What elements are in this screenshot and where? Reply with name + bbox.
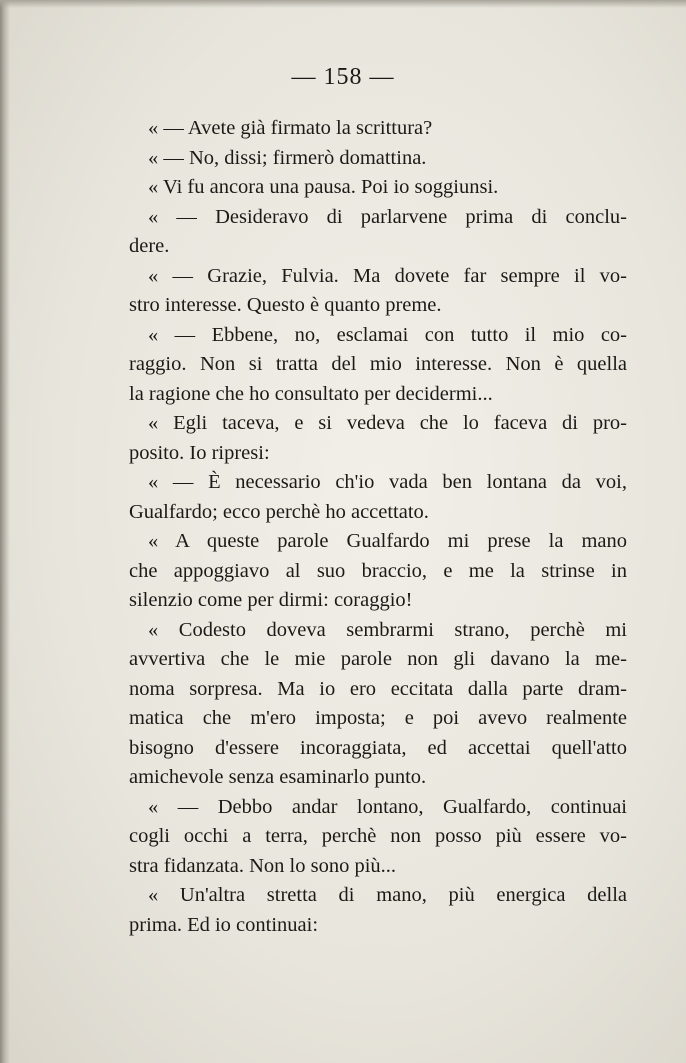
text-line: « Codesto doveva sembrarmi strano, perchè mi [148,618,627,641]
text-line: bisogno d'essere incoraggiata, ed accettai quell'atto [129,736,627,759]
text-line: avvertiva che le mie parole non gli davano la me- [129,648,627,670]
text-line: che appoggiavo al suo braccio, e me la strinse in [129,559,627,582]
text-line: « — È necessario ch'io vada ben lontana da voi, [148,471,627,493]
text-line: cogli occhi a terra, perchè non posso più essere vo- [129,825,627,847]
text-line: raggio. Non si tratta del mio interesse. Non è quella [129,353,627,375]
page-number: — 158 — [291,64,395,90]
text-line: amichevole senza esaminarlo punto. [129,766,427,788]
text-line: « A queste parole Gualfardo mi prese la mano [148,530,627,552]
text-line: dere. [129,235,170,257]
text-line: « Un'altra stretta di mano, più energica della [148,884,627,906]
text-line: matica che m'ero imposta; e poi avevo realmente [129,707,627,729]
text-line: posito. Io ripresi: [129,441,270,464]
text-line: « — Grazie, Fulvia. Ma dovete far sempre il vo- [148,264,627,287]
text-line: « — No, dissi; firmerò domattina. [148,146,427,169]
text-line: stra fidanzata. Non lo sono più... [129,854,397,877]
body-text [129,114,627,940]
text-line: silenzio come per dirmi: coraggio! [129,589,413,611]
text-line: « — Avete già firmato la scrittura? [148,117,433,139]
text-line: Gualfardo; ecco perchè ho accettato. [129,500,429,523]
page-top-shadow [0,0,686,8]
text-line: stro interesse. Questo è quanto preme. [129,294,442,316]
text-line: « — Desideravo di parlarvene prima di conclu- [148,205,627,228]
text-line: prima. Ed io continuai: [129,913,319,936]
text-line: la ragione che ho consultato per decidermi... [129,382,493,405]
text-line: « Egli taceva, e si vedeva che lo faceva di pro- [148,412,627,434]
text-line: « Vi fu ancora una pausa. Poi io soggiunsi. [148,176,499,198]
page-binding-shadow [0,0,10,1063]
text-line: « — Debbo andar lontano, Gualfardo, continuai [148,795,627,818]
text-line: noma sorpresa. Ma io ero eccitata dalla parte dram- [129,677,627,700]
text-line: « — Ebbene, no, esclamai con tutto il mio co- [148,323,627,346]
